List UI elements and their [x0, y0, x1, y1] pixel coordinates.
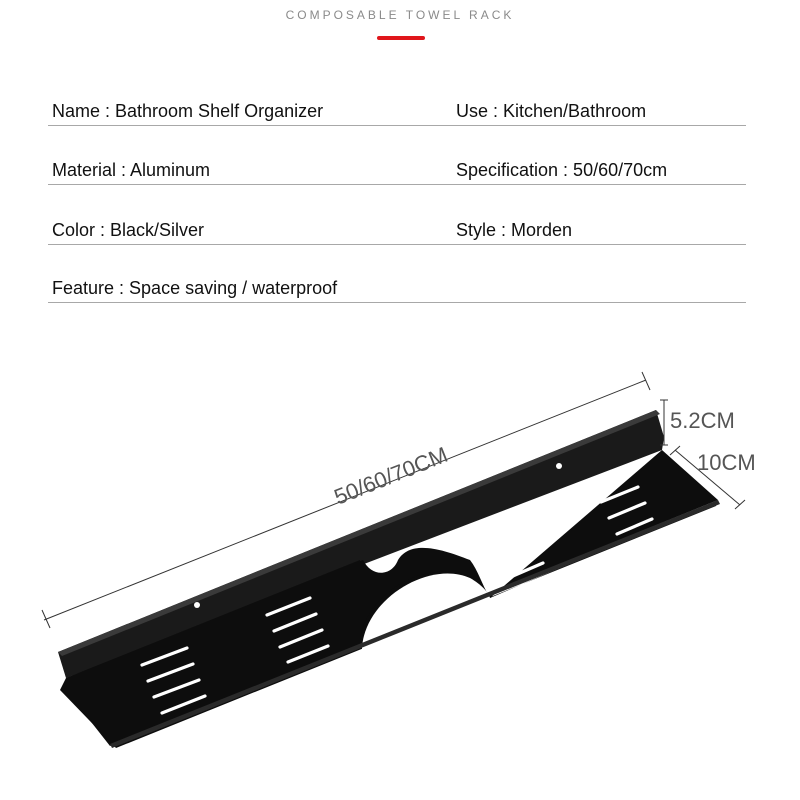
depth-dimension-label: 10CM — [697, 450, 756, 475]
spec-style: Style : Morden — [456, 220, 573, 240]
spec-use: Use : Kitchen/Bathroom — [456, 101, 647, 121]
spec-color: Color : Black/Silver — [52, 220, 205, 240]
spec-name: Name : Bathroom Shelf Organizer — [52, 101, 324, 121]
spec-feature: Feature : Space saving / waterproof — [52, 278, 338, 298]
page-title: COMPOSABLE TOWEL RACK — [285, 8, 515, 22]
shelf — [58, 410, 720, 748]
length-dimension-label: 50/60/70CM — [330, 441, 452, 510]
height-dimension-label: 5.2CM — [670, 408, 735, 433]
mount-hole-left — [194, 602, 200, 608]
spec-specification: Specification : 50/60/70cm — [456, 160, 668, 180]
mount-hole-right — [556, 463, 562, 469]
spec-material: Material : Aluminum — [52, 160, 211, 180]
